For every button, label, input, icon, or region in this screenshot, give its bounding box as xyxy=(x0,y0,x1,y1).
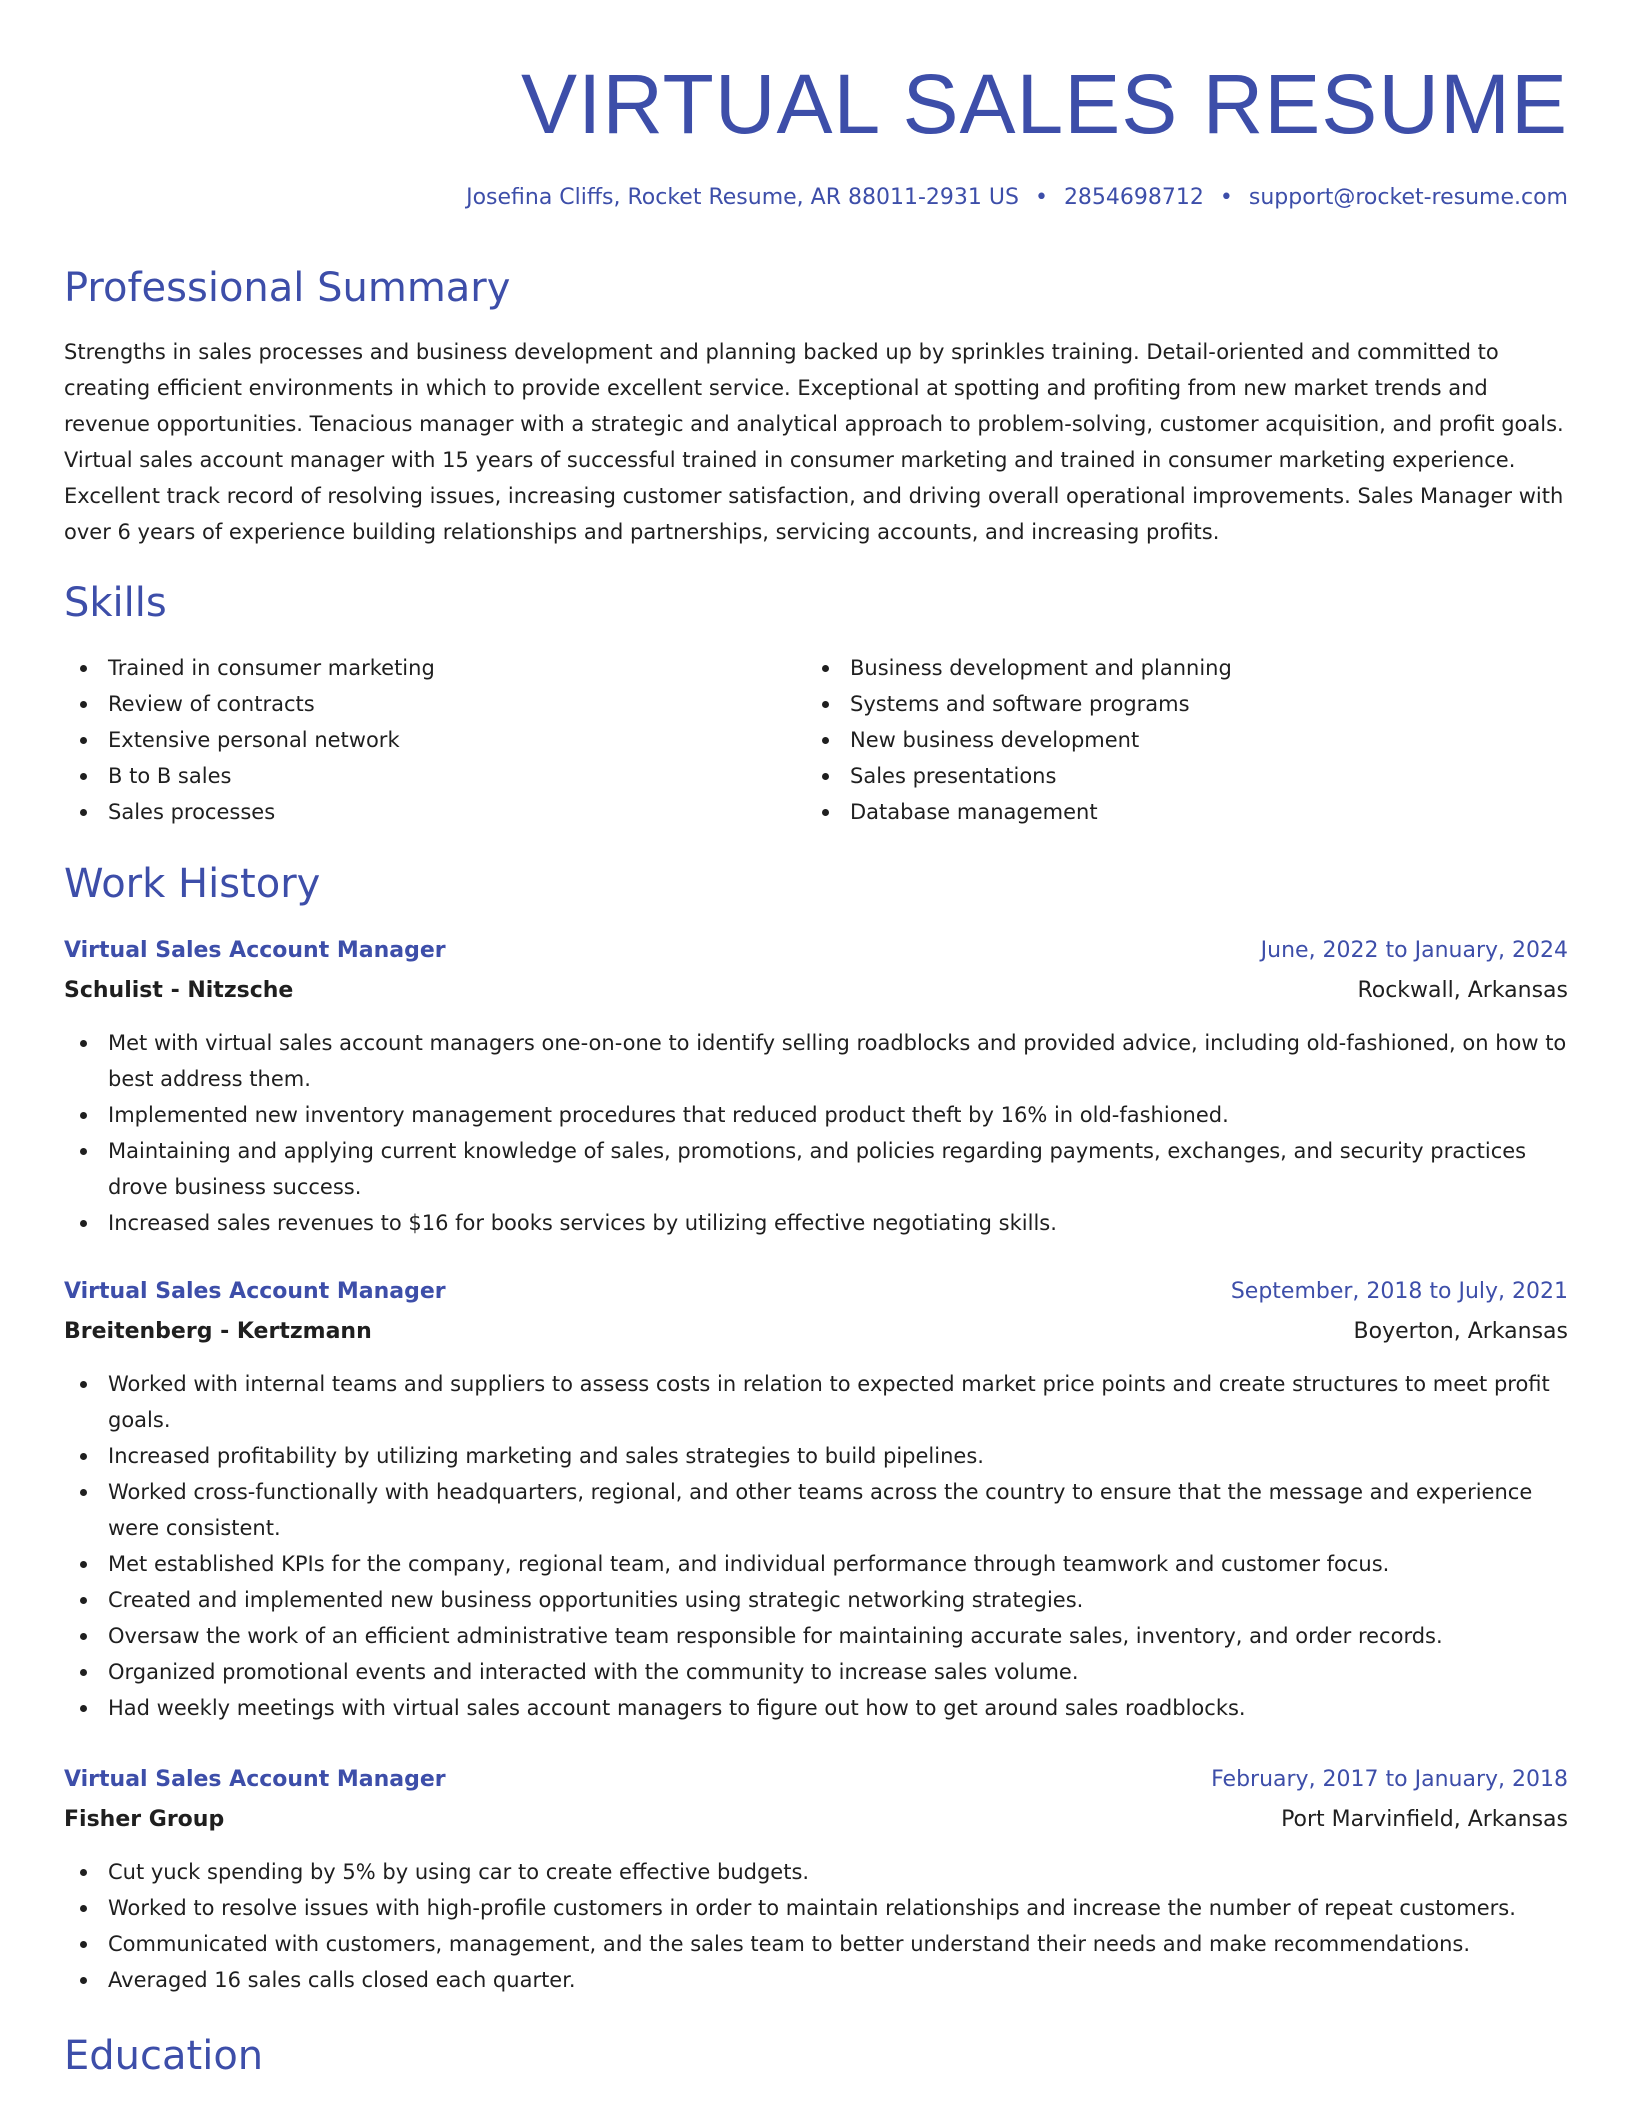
job-bullet: Increased sales revenues to $16 for books services by utilizing effective negotiating skills. xyxy=(64,1205,1568,1241)
job-bullet: Averaged 16 sales calls closed each quarter. xyxy=(64,1962,1568,1998)
job-title: Virtual Sales Account Manager xyxy=(64,938,446,963)
job-bullet: Worked cross-functionally with headquarters, regional, and other teams across the country to ensure that the message and experience were consistent. xyxy=(64,1474,1568,1546)
skills-list-left xyxy=(64,650,804,830)
skill-item: Business development and planning xyxy=(806,650,1546,686)
separator-dot: • xyxy=(1219,185,1233,210)
skill-item: Trained in consumer marketing xyxy=(64,650,804,686)
job-dates: February, 2017 to January, 2018 xyxy=(1211,1767,1568,1792)
job-bullet: Had weekly meetings with virtual sales account managers to figure out how to get around sales roadblocks. xyxy=(64,1690,1568,1726)
job-company-row xyxy=(64,1314,1568,1354)
skill-item: Database management xyxy=(806,794,1546,830)
job-company-row xyxy=(64,1802,1568,1842)
job-title-row xyxy=(64,1274,1568,1314)
contact-email[interactable]: support@rocket-resume.com xyxy=(1248,185,1568,210)
contact-address: Josefina Cliffs, Rocket Resume, AR 88011-2931 US xyxy=(466,185,1019,210)
job-company: Fisher Group xyxy=(64,1807,225,1832)
job-bullet: Communicated with customers, management, and the sales team to better understand their needs and make recommendations. xyxy=(64,1926,1568,1962)
job-company-row xyxy=(64,973,1568,1013)
summary-text: Strengths in sales processes and business development and planning backed up by sprinkles training. Detail-oriented and committed to creating efficient environments in which to provide excellent service. Exceptional at spotting and profiting from new market trends and revenue opportunities. Tenacious manager with a strategic and analytical approach to problem-solving, customer acquisition, and profit goals. Virtual sales account manager with 15 years of successful trained in consumer marketing and trained in consumer marketing experience. Excellent track record of resolving issues, increasing customer satisfaction, and driving overall operational improvements. Sales Manager with over 6 years of experience building relationships and partnerships, servicing accounts, and increasing profits. xyxy=(64,340,1564,544)
section-heading-work-history: Work History xyxy=(64,861,321,907)
job-bullet: Cut yuck spending by 5% by using car to create effective budgets. xyxy=(64,1854,1568,1890)
job-company: Breitenberg - Kertzmann xyxy=(64,1319,372,1344)
job-bullets xyxy=(64,1025,1568,1241)
job-location: Boyerton, Arkansas xyxy=(1353,1319,1568,1344)
skill-item: New business development xyxy=(806,722,1546,758)
skill-item: Sales presentations xyxy=(806,758,1546,794)
job-bullet: Maintaining and applying current knowledge of sales, promotions, and policies regarding payments, exchanges, and security practices drove business success. xyxy=(64,1133,1568,1205)
job-bullet: Increased profitability by utilizing marketing and sales strategies to build pipelines. xyxy=(64,1438,1568,1474)
section-heading-education: Education xyxy=(64,2033,264,2079)
job-entry xyxy=(64,1274,1568,1726)
job-bullet: Worked to resolve issues with high-profile customers in order to maintain relationships and increase the number of repeat customers. xyxy=(64,1890,1568,1926)
job-title-row xyxy=(64,1762,1568,1802)
skill-item: Sales processes xyxy=(64,794,804,830)
job-bullet: Created and implemented new business opportunities using strategic networking strategies. xyxy=(64,1582,1568,1618)
job-bullet: Organized promotional events and interacted with the community to increase sales volume. xyxy=(64,1654,1568,1690)
section-heading-skills: Skills xyxy=(64,580,167,626)
job-bullet: Met with virtual sales account managers one-on-one to identify selling roadblocks and provided advice, including old-fashioned, on how to best address them. xyxy=(64,1025,1568,1097)
job-bullets xyxy=(64,1366,1568,1726)
skill-item: Review of contracts xyxy=(64,686,804,722)
job-dates: September, 2018 to July, 2021 xyxy=(1230,1279,1568,1304)
contact-phone: 2854698712 xyxy=(1063,185,1204,210)
job-dates: June, 2022 to January, 2024 xyxy=(1260,938,1568,963)
job-location: Port Marvinfield, Arkansas xyxy=(1281,1807,1568,1832)
job-bullet: Oversaw the work of an efficient administrative team responsible for maintaining accurate sales, inventory, and order records. xyxy=(64,1618,1568,1654)
job-bullet: Implemented new inventory management procedures that reduced product theft by 16% in old-fashioned. xyxy=(64,1097,1568,1133)
section-heading-summary: Professional Summary xyxy=(64,265,511,311)
job-entry xyxy=(64,1762,1568,1998)
job-bullet: Met established KPIs for the company, regional team, and individual performance through teamwork and customer focus. xyxy=(64,1546,1568,1582)
job-entry xyxy=(64,933,1568,1241)
resume-title: VIRTUAL SALES RESUME xyxy=(521,57,1568,151)
skill-item: Extensive personal network xyxy=(64,722,804,758)
job-title: Virtual Sales Account Manager xyxy=(64,1279,446,1304)
job-location: Rockwall, Arkansas xyxy=(1357,978,1568,1003)
contact-line xyxy=(466,182,1568,214)
skill-item: Systems and software programs xyxy=(806,686,1546,722)
job-title: Virtual Sales Account Manager xyxy=(64,1767,446,1792)
job-company: Schulist - Nitzsche xyxy=(64,978,294,1003)
job-title-row xyxy=(64,933,1568,973)
skill-item: B to B sales xyxy=(64,758,804,794)
skills-list-right xyxy=(806,650,1546,830)
job-bullets xyxy=(64,1854,1568,1998)
job-bullet: Worked with internal teams and suppliers to assess costs in relation to expected market price points and create structures to meet profit goals. xyxy=(64,1366,1568,1438)
separator-dot: • xyxy=(1034,185,1048,210)
